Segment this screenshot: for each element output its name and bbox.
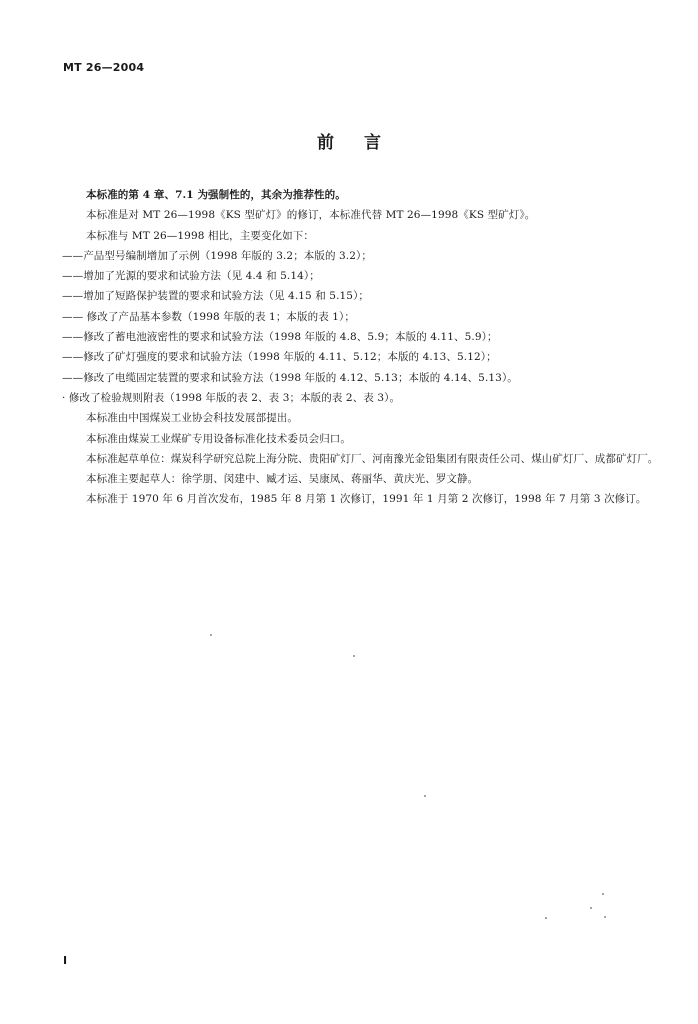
list-item: ——修改了矿灯强度的要求和试验方法（1998 年版的 4.11、5.12；本版的 4.13、5.12）； bbox=[62, 351, 497, 364]
paragraph-mandatory-clause: 本标准的第 4 章、7.1 为强制性的，其余为推荐性的。 bbox=[86, 189, 346, 201]
page-title: 前言 bbox=[317, 133, 411, 153]
changes-list bbox=[62, 246, 660, 408]
paragraph-committee: 本标准由煤炭工业煤矿专用设备标准化技术委员会归口。 bbox=[86, 432, 351, 445]
paragraph-drafting-units: 本标准起草单位：煤炭科学研究总院上海分院、贵阳矿灯厂、河南豫光金铅集团有限责任公司、煤山矿灯厂、成都矿灯厂。 bbox=[86, 452, 659, 465]
scan-speck bbox=[210, 634, 212, 636]
scan-speck bbox=[590, 907, 592, 909]
standard-code: MT 26—2004 bbox=[63, 61, 145, 74]
list-item: ——产品型号编制增加了示例（1998 年版的 3.2；本版的 3.2）； bbox=[62, 249, 372, 262]
paragraph-proposer: 本标准由中国煤炭工业协会科技发展部提出。 bbox=[86, 412, 298, 425]
scan-speck bbox=[424, 795, 426, 797]
list-item: ——增加了短路保护装置的要求和试验方法（见 4.15 和 5.15）； bbox=[62, 290, 370, 303]
scan-speck bbox=[602, 893, 604, 895]
paragraph-history: 本标准于 1970 年 6 月首次发布，1985 年 8 月第 1 次修订，1991 年 1 月第 2 次修订，1998 年 7 月第 3 次修订。 bbox=[86, 493, 647, 506]
list-item: ——增加了光源的要求和试验方法（见 4.4 和 5.14）； bbox=[62, 270, 320, 283]
paragraph-revision-note: 本标准是对 MT 26—1998《KS 型矿灯》的修订，本标准代替 MT 26—1998《KS 型矿灯》。 bbox=[86, 209, 536, 222]
scan-speck bbox=[545, 917, 547, 919]
paragraph-changes-intro: 本标准与 MT 26—1998 相比，主要变化如下： bbox=[86, 229, 314, 242]
page-number: I bbox=[63, 954, 68, 967]
scan-speck bbox=[353, 655, 355, 657]
paragraph-drafters: 本标准主要起草人：徐学朋、闵建中、臧才运、吴康凤、蒋丽华、黄庆光、罗文静。 bbox=[86, 473, 479, 486]
list-item: —— 修改了产品基本参数（1998 年版的表 1；本版的表 1）； bbox=[62, 310, 355, 323]
list-item: ——修改了蓄电池液密性的要求和试验方法（1998 年版的 4.8、5.9；本版的 4.11、5.9）； bbox=[62, 331, 498, 344]
foreword-body bbox=[62, 185, 660, 510]
scan-speck bbox=[604, 916, 606, 918]
list-item: · 修改了检验规则附表（1998 年版的表 2、表 3；本版的表 2、表 3）。 bbox=[62, 391, 401, 404]
list-item: ——修改了电缆固定装置的要求和试验方法（1998 年版的 4.12、5.13；本版的 4.14、5.13）。 bbox=[62, 371, 518, 384]
